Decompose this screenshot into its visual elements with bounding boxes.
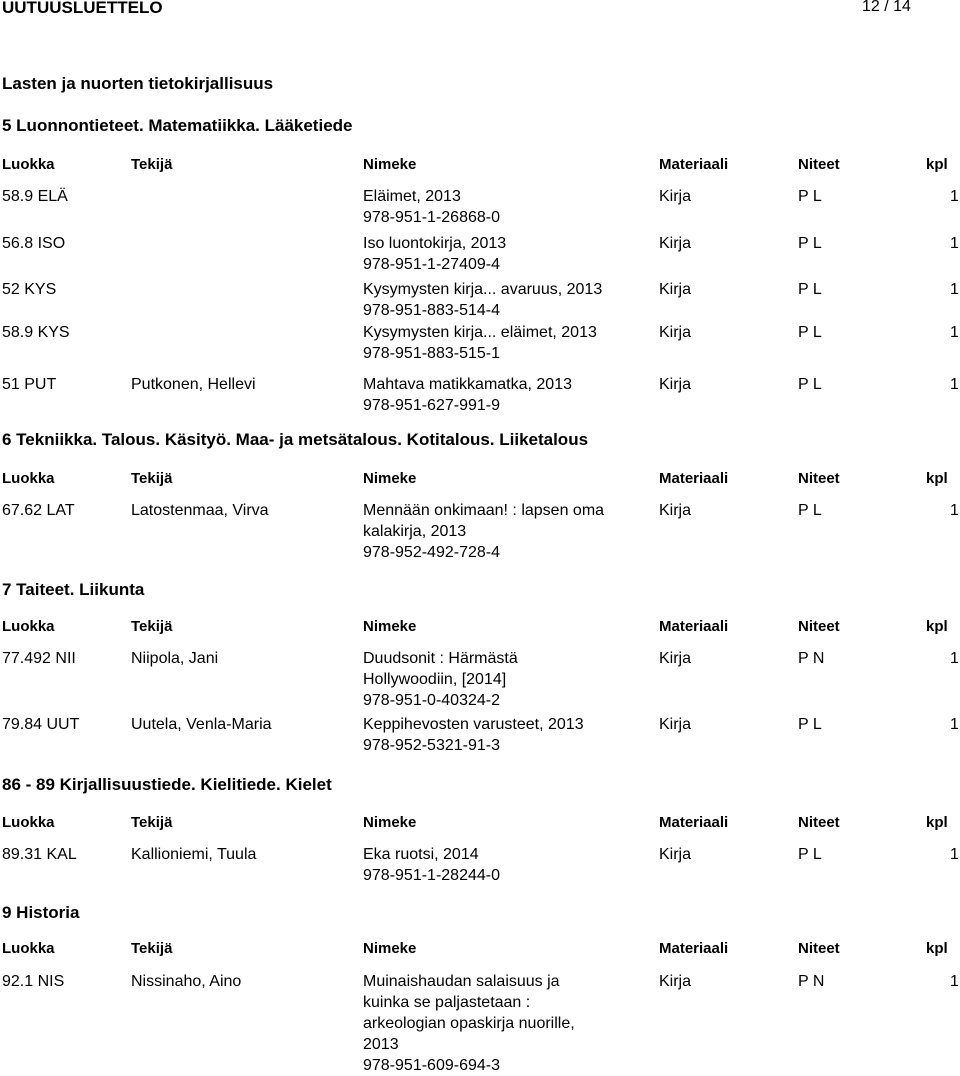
cell-nimeke <box>363 279 653 321</box>
page-header-title: UUTUUSLUETTELO <box>2 0 163 17</box>
title-line: Hollywoodiin, [2014] <box>363 671 507 688</box>
isbn-line: 978-952-5321-91-3 <box>363 737 500 754</box>
page-number: 12 / 14 <box>862 0 911 15</box>
cell-kpl: 1 <box>950 324 959 341</box>
cell-nimeke <box>363 844 653 886</box>
title-line: Eläimet, 2013 <box>363 188 461 205</box>
cell-materiaali: Kirja <box>659 188 692 205</box>
column-header-niteet: Niteet <box>798 156 840 173</box>
table-header <box>0 616 960 636</box>
cell-luokka: 56.8 ISO <box>2 235 66 252</box>
cell-luokka: 52 KYS <box>2 281 57 298</box>
cell-tekija: Niipola, Jani <box>131 650 219 667</box>
isbn-line: 978-951-1-27409-4 <box>363 256 500 273</box>
cell-tekija: Kallioniemi, Tuula <box>131 846 257 863</box>
cell-niteet: P L <box>798 324 822 341</box>
title-line: Keppihevosten varusteet, 2013 <box>363 716 584 733</box>
cell-luokka: 79.84 UUT <box>2 716 80 733</box>
column-header-luokka: Luokka <box>2 940 55 957</box>
cell-tekija: Putkonen, Hellevi <box>131 376 256 393</box>
cell-luokka: 92.1 NIS <box>2 973 65 990</box>
cell-kpl: 1 <box>950 650 959 667</box>
cell-niteet: P N <box>798 973 825 990</box>
isbn-line: 978-951-0-40324-2 <box>363 692 500 709</box>
title-line: kuinka se paljastetaan : <box>363 994 531 1011</box>
cell-niteet: P L <box>798 281 822 298</box>
cell-kpl: 1 <box>950 235 959 252</box>
column-header-luokka: Luokka <box>2 156 55 173</box>
cell-materiaali: Kirja <box>659 376 692 393</box>
cell-materiaali: Kirja <box>659 650 692 667</box>
column-header-kpl: kpl <box>926 156 948 173</box>
cell-nimeke <box>363 648 653 711</box>
title-line: Iso luontokirja, 2013 <box>363 235 507 252</box>
isbn-line: 978-951-883-515-1 <box>363 345 500 362</box>
column-header-materiaali: Materiaali <box>659 814 729 831</box>
cell-kpl: 1 <box>950 502 959 519</box>
title-line: arkeologian opaskirja nuorille, <box>363 1015 575 1032</box>
cell-kpl: 1 <box>950 973 959 990</box>
cell-luokka: 58.9 KYS <box>2 324 70 341</box>
cell-nimeke <box>363 233 653 275</box>
cell-nimeke <box>363 500 653 563</box>
cell-tekija: Nissinaho, Aino <box>131 973 242 990</box>
cell-luokka: 77.492 NII <box>2 650 76 667</box>
column-header-niteet: Niteet <box>798 470 840 487</box>
isbn-line: 978-951-627-991-9 <box>363 397 500 414</box>
column-header-tekija: Tekijä <box>131 814 173 831</box>
cell-luokka: 89.31 KAL <box>2 846 77 863</box>
title-line: Kysymysten kirja... avaruus, 2013 <box>363 281 603 298</box>
cell-nimeke <box>363 971 653 1076</box>
column-header-nimeke: Nimeke <box>363 814 417 831</box>
table-header <box>0 938 960 958</box>
isbn-line: 978-952-492-728-4 <box>363 544 500 561</box>
cell-luokka: 67.62 LAT <box>2 502 75 519</box>
title-line: kalakirja, 2013 <box>363 523 467 540</box>
column-header-niteet: Niteet <box>798 618 840 635</box>
cell-kpl: 1 <box>950 188 959 205</box>
cell-kpl: 1 <box>950 281 959 298</box>
table-header <box>0 154 960 174</box>
cell-nimeke <box>363 186 653 228</box>
cell-tekija: Uutela, Venla-Maria <box>131 716 272 733</box>
column-header-kpl: kpl <box>926 940 948 957</box>
section-title: 6 Tekniikka. Talous. Käsityö. Maa- ja metsätalous. Kotitalous. Liiketalous <box>2 430 589 449</box>
cell-kpl: 1 <box>950 376 959 393</box>
cell-materiaali: Kirja <box>659 324 692 341</box>
column-header-niteet: Niteet <box>798 940 840 957</box>
column-header-luokka: Luokka <box>2 814 55 831</box>
column-header-kpl: kpl <box>926 470 948 487</box>
cell-niteet: P L <box>798 188 822 205</box>
isbn-line: 978-951-1-26868-0 <box>363 209 500 226</box>
column-header-tekija: Tekijä <box>131 470 173 487</box>
table-header <box>0 812 960 832</box>
column-header-materiaali: Materiaali <box>659 156 729 173</box>
cell-materiaali: Kirja <box>659 973 692 990</box>
column-header-nimeke: Nimeke <box>363 470 417 487</box>
cell-materiaali: Kirja <box>659 235 692 252</box>
cell-niteet: P N <box>798 650 825 667</box>
cell-luokka: 58.9 ELÄ <box>2 188 68 205</box>
cell-nimeke <box>363 374 653 416</box>
cell-tekija: Latostenmaa, Virva <box>131 502 269 519</box>
title-line: Mennään onkimaan! : lapsen oma <box>363 502 605 519</box>
title-line: Kysymysten kirja... eläimet, 2013 <box>363 324 597 341</box>
column-header-luokka: Luokka <box>2 470 55 487</box>
title-line: Muinaishaudan salaisuus ja <box>363 973 560 990</box>
cell-niteet: P L <box>798 846 822 863</box>
section-title: 86 - 89 Kirjallisuustiede. Kielitiede. Kielet <box>2 775 332 794</box>
cell-kpl: 1 <box>950 846 959 863</box>
cell-materiaali: Kirja <box>659 502 692 519</box>
category-title: Lasten ja nuorten tietokirjallisuus <box>2 74 274 93</box>
cell-niteet: P L <box>798 716 822 733</box>
column-header-materiaali: Materiaali <box>659 618 729 635</box>
isbn-line: 978-951-1-28244-0 <box>363 867 500 884</box>
column-header-nimeke: Nimeke <box>363 156 417 173</box>
cell-kpl: 1 <box>950 716 959 733</box>
column-header-tekija: Tekijä <box>131 618 173 635</box>
title-line: Duudsonit : Härmästä <box>363 650 518 667</box>
column-header-nimeke: Nimeke <box>363 618 417 635</box>
column-header-nimeke: Nimeke <box>363 940 417 957</box>
column-header-materiaali: Materiaali <box>659 940 729 957</box>
cell-nimeke <box>363 322 653 364</box>
cell-materiaali: Kirja <box>659 716 692 733</box>
isbn-line: 978-951-609-694-3 <box>363 1057 500 1074</box>
column-header-luokka: Luokka <box>2 618 55 635</box>
title-line: Mahtava matikkamatka, 2013 <box>363 376 572 393</box>
cell-materiaali: Kirja <box>659 281 692 298</box>
cell-niteet: P L <box>798 235 822 252</box>
column-header-materiaali: Materiaali <box>659 470 729 487</box>
section-title: 7 Taiteet. Liikunta <box>2 580 145 599</box>
cell-nimeke <box>363 714 653 756</box>
title-line: 2013 <box>363 1036 399 1053</box>
isbn-line: 978-951-883-514-4 <box>363 302 500 319</box>
cell-niteet: P L <box>798 502 822 519</box>
table-header <box>0 468 960 488</box>
title-line: Eka ruotsi, 2014 <box>363 846 479 863</box>
column-header-kpl: kpl <box>926 814 948 831</box>
column-header-kpl: kpl <box>926 618 948 635</box>
column-header-niteet: Niteet <box>798 814 840 831</box>
section-title: 5 Luonnontieteet. Matematiikka. Lääketiede <box>2 116 353 135</box>
section-title: 9 Historia <box>2 903 80 922</box>
column-header-tekija: Tekijä <box>131 940 173 957</box>
cell-materiaali: Kirja <box>659 846 692 863</box>
column-header-tekija: Tekijä <box>131 156 173 173</box>
cell-luokka: 51 PUT <box>2 376 57 393</box>
cell-niteet: P L <box>798 376 822 393</box>
